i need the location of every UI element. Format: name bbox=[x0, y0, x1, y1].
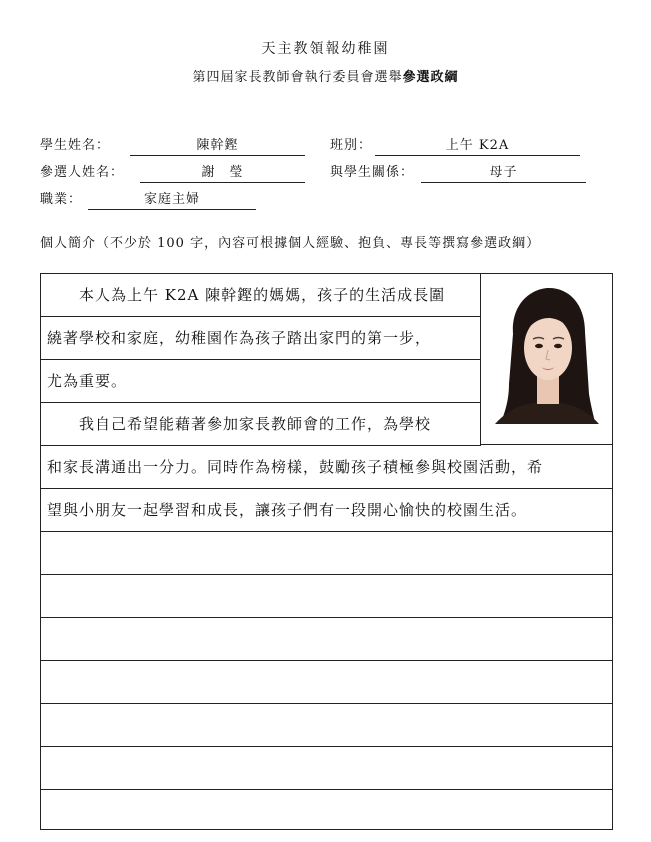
form-subtitle bbox=[0, 66, 651, 85]
class-field bbox=[330, 137, 580, 155]
statement-line bbox=[41, 704, 612, 747]
school-name: 天主教領報幼稚園 bbox=[261, 41, 390, 57]
occupation-label: 職業： bbox=[40, 192, 83, 207]
candidate-name-field bbox=[40, 164, 305, 182]
statement-line bbox=[41, 532, 612, 575]
statement-line: 尤為重要。 bbox=[41, 360, 481, 403]
portrait-image bbox=[481, 274, 612, 444]
relation-value: 母子 bbox=[421, 164, 586, 183]
student-name-field bbox=[40, 137, 305, 155]
occupation-value: 家庭主婦 bbox=[88, 191, 256, 210]
statement-line: 本人為上午 K2A 陳幹鏗的媽媽，孩子的生活成長圍 bbox=[41, 274, 481, 317]
relation-field bbox=[330, 164, 586, 182]
statement-line bbox=[41, 618, 612, 661]
statement-line: 和家長溝通出一分力。同時作為榜樣，鼓勵孩子積極參與校園活動，希 bbox=[41, 446, 612, 489]
occupation-field bbox=[40, 191, 305, 209]
candidate-name-value: 謝 瑩 bbox=[140, 164, 305, 183]
class-value: 上午 K2A bbox=[375, 137, 580, 156]
relation-label: 與學生關係： bbox=[330, 165, 415, 180]
student-name-value: 陳幹鏗 bbox=[130, 137, 305, 156]
subtitle-bold: 參選政綱 bbox=[402, 70, 459, 85]
class-label: 班別： bbox=[330, 138, 373, 153]
intro-label: 個人簡介（不少於 100 字，內容可根據個人經驗、抱負、專長等撰寫參選政綱） bbox=[40, 236, 541, 251]
statement-line: 繞著學校和家庭，幼稚園作為孩子踏出家門的第一步， bbox=[41, 317, 481, 360]
candidate-name-label: 參選人姓名： bbox=[40, 165, 125, 180]
statement-line bbox=[41, 747, 612, 790]
statement-line bbox=[41, 575, 612, 618]
statement-line: 望與小朋友一起學習和成長，讓孩子們有一段開心愉快的校園生活。 bbox=[41, 489, 612, 532]
statement-line: 我自己希望能藉著參加家長教師會的工作，為學校 bbox=[41, 403, 481, 446]
statement-line bbox=[41, 661, 612, 704]
subtitle-prefix: 第四屆家長教師會執行委員會選舉 bbox=[192, 70, 403, 85]
candidate-photo bbox=[481, 274, 612, 445]
statement-box bbox=[40, 273, 613, 830]
statement-line bbox=[41, 790, 612, 829]
student-name-label: 學生姓名： bbox=[40, 138, 111, 153]
